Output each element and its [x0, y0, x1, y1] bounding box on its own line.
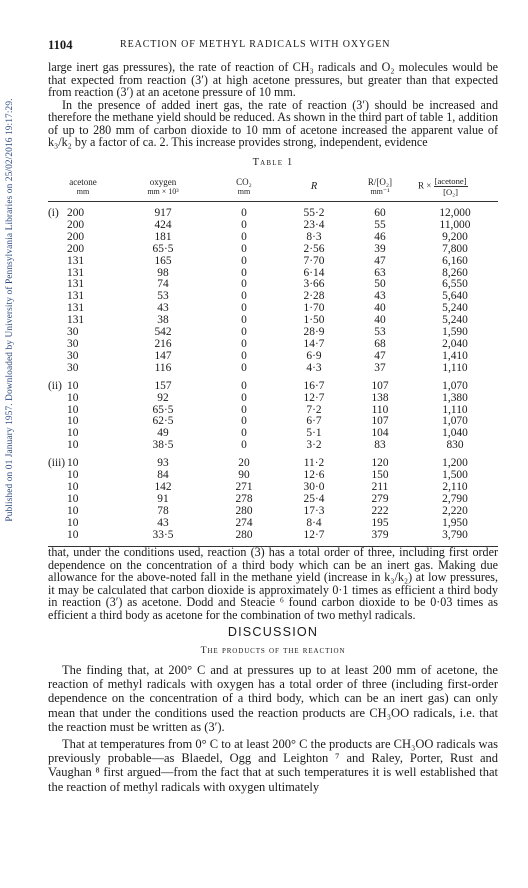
table-cell: 40: [374, 314, 386, 327]
table-cell: 131: [67, 278, 85, 291]
table-cell: 7,800: [442, 242, 468, 255]
table-cell: 9,200: [442, 230, 468, 243]
table-cell: 0: [241, 361, 247, 374]
page-number: 1104: [48, 38, 73, 52]
table-cell: 46: [374, 230, 386, 243]
table-cell: 25·4: [303, 492, 325, 505]
table-cell: 38·5: [152, 439, 174, 452]
table-cell: 200: [67, 230, 85, 243]
table-cell: 110: [371, 403, 389, 416]
group-label: (i): [48, 207, 59, 219]
table-cell: 116: [154, 361, 172, 374]
table-cell: 78: [157, 504, 169, 517]
table-cell: 830: [446, 439, 464, 452]
table-body: [48, 202, 498, 547]
col-header-co2: CO₂ mm: [208, 176, 280, 202]
table-row: [48, 375, 498, 393]
table-cell: 10: [67, 427, 79, 440]
table-cell: 10: [67, 516, 79, 529]
table-cell: 280: [208, 530, 280, 547]
table-cell: 83: [374, 439, 386, 452]
table-cell: 55: [374, 218, 386, 231]
table-cell: 2,110: [442, 480, 468, 493]
table-row: [48, 351, 498, 363]
table-cell: 0: [241, 314, 247, 327]
table-cell: 0: [241, 218, 247, 231]
table-cell: 62·5: [152, 415, 174, 428]
col-header-oxygen: oxygen mm × 10³: [118, 176, 208, 202]
table-cell: 6·9: [306, 349, 322, 362]
table-cell: (iii) 10: [48, 457, 79, 470]
table-cell: 274: [235, 516, 253, 529]
table-cell: 53: [157, 290, 169, 303]
table-row: [48, 244, 498, 256]
group-label: (ii): [48, 379, 62, 392]
table-cell: 278: [235, 492, 253, 505]
table-cell: 23·4: [303, 218, 325, 231]
table-cell: 10: [67, 415, 79, 428]
download-watermark: [3, 10, 17, 610]
table-cell: 10: [67, 403, 79, 416]
table-cell: 147: [154, 349, 172, 362]
col-header-acetone: acetone mm: [48, 176, 118, 202]
table-cell: 14·7: [303, 337, 325, 350]
table-cell: 84: [157, 469, 169, 482]
table-cell: 379: [348, 530, 412, 547]
table-cell: 30: [67, 361, 79, 374]
table-row: [48, 268, 498, 280]
table-cell: 542: [154, 326, 172, 339]
table-cell: 5,240: [442, 302, 468, 315]
table-cell: 195: [371, 516, 389, 529]
table-row: [48, 279, 498, 291]
table-cell: 5·1: [306, 427, 322, 440]
table-cell: 20: [238, 457, 250, 470]
table-cell: 1,590: [442, 326, 468, 339]
table-cell: 0: [241, 391, 247, 404]
table-cell: 0: [241, 415, 247, 428]
table-cell: 17·3: [303, 504, 325, 517]
table-title: Table 1: [252, 157, 294, 168]
table-cell: 0: [241, 439, 247, 452]
table-cell: 37: [374, 361, 386, 374]
table-cell: 165: [154, 254, 172, 267]
table-row: [48, 482, 498, 494]
table-row: [48, 256, 498, 268]
table-cell: 0: [241, 302, 247, 315]
table-cell: 6,550: [442, 278, 468, 291]
section-heading: DISCUSSION: [227, 625, 319, 639]
table-row: [48, 470, 498, 482]
table-cell: 10: [67, 391, 79, 404]
table-cell: 43: [157, 302, 169, 315]
table-cell: 10: [67, 492, 79, 505]
table-cell: 222: [371, 504, 389, 517]
table-cell: 107: [371, 379, 389, 392]
table-cell: (ii) 10: [48, 379, 79, 392]
table-cell: 60: [374, 207, 386, 219]
table-cell: 279: [371, 492, 389, 505]
table-cell: 10: [67, 439, 79, 452]
table-cell: 90: [238, 469, 250, 482]
table-cell: 74: [157, 278, 169, 291]
table-cell: 7·2: [306, 403, 322, 416]
section-subheading: The products of the reaction: [200, 645, 346, 656]
table-cell: 55·2: [303, 207, 325, 219]
paragraph-inert-gas: In the presence of added inert gas, the rate of reaction (3′) should be increased and therefore the methane yield should be reduced. As shown in the third part of table 1, addition of up to 280 mm of carbon dioxide to 10 mm of acetone increased the apparent value of k₃/k₂ by a factor of ca. 2. This increase provides strong, independent, evidence: [48, 97, 498, 149]
table-cell: 1,070: [442, 379, 468, 392]
paragraph-continued: large inert gas pressures), the rate of reaction of CH₃ radicals and O₂ molecules would be that expected from reaction (3′) at high acetone pressures, but greater than that expected from reaction (3′) at an acetone pressure of 10 mm.: [48, 60, 498, 99]
table-cell: 917: [154, 207, 172, 219]
table-cell: 7·70: [303, 254, 325, 267]
running-title: REACTION OF METHYL RADICALS WITH OXYGEN: [120, 39, 391, 50]
table-cell: 1,500: [442, 469, 468, 482]
table-cell: 1·70: [303, 302, 325, 315]
table-cell: 8·3: [306, 230, 322, 243]
table-cell: 131: [67, 314, 85, 327]
table-cell: 3·2: [306, 439, 322, 452]
table-cell: 93: [157, 457, 169, 470]
discussion-text-1: [48, 663, 498, 734]
col-header-r: R: [280, 176, 348, 202]
table-cell: 4·3: [306, 361, 322, 374]
table-row: [48, 202, 498, 220]
table-row: [48, 303, 498, 315]
table-cell: 98: [157, 266, 169, 279]
table-cell: 0: [241, 242, 247, 255]
table-cell: 0: [241, 427, 247, 440]
table-cell: 43: [157, 516, 169, 529]
table-row: [48, 315, 498, 327]
table-cell: 3,790: [412, 530, 498, 547]
table-row: [48, 339, 498, 351]
table-cell: 28·9: [303, 326, 325, 339]
table-cell: 10: [48, 530, 118, 547]
table-cell: 40: [374, 302, 386, 315]
table-header-row: [48, 176, 498, 202]
table-cell: 131: [67, 290, 85, 303]
table-cell: 30: [67, 337, 79, 350]
table-cell: 216: [154, 337, 172, 350]
table-row: [48, 393, 498, 405]
table-cell: 63: [374, 266, 386, 279]
table-cell: 1,070: [442, 415, 468, 428]
table-cell: 1·50: [303, 314, 325, 327]
results-table: [48, 176, 498, 547]
table-cell: 157: [154, 379, 172, 392]
table-cell: 30: [67, 326, 79, 339]
table-cell: 0: [241, 337, 247, 350]
table-cell: 138: [371, 391, 389, 404]
table-cell: 120: [371, 457, 389, 470]
table-cell: 10: [67, 469, 79, 482]
table-cell: 424: [154, 218, 172, 231]
table-cell: 49: [157, 427, 169, 440]
table-row: [48, 416, 498, 428]
table-cell: 12,000: [439, 207, 471, 219]
table-cell: 1,950: [442, 516, 468, 529]
paragraph-products: The finding that, at 200° C and at pressures up to at least 200 mm of acetone, the reaction of methyl radicals with oxygen has a total order of three (including first-order dependence on the concentration of a third body, which can be an inert gas) can only mean that under the conditions used the reaction products are CH₃OO radicals, i.e. that the reaction must be written as (3′).: [48, 663, 498, 734]
table-cell: 181: [154, 230, 172, 243]
table-cell: 8·4: [306, 516, 322, 529]
table-cell: 12·7: [303, 391, 325, 404]
table-cell: 68: [374, 337, 386, 350]
table-cell: 107: [371, 415, 389, 428]
download-watermark-text: Published on 01 January 1957. Downloaded by University of Pennsylvania Libraries on 25/02/2016 19:17:29.: [5, 98, 15, 522]
table-cell: 12·7: [280, 530, 348, 547]
table-cell: 0: [241, 326, 247, 339]
table-cell: 131: [67, 266, 85, 279]
body-text-top: [48, 61, 498, 149]
running-header: [48, 38, 498, 52]
table-cell: 39: [374, 242, 386, 255]
table-cell: 0: [241, 207, 247, 219]
table-cell: 2·56: [303, 242, 325, 255]
table-cell: 1,040: [442, 427, 468, 440]
table-cell: 6·14: [303, 266, 325, 279]
table-cell: 200: [67, 218, 85, 231]
table-cell: 6,160: [442, 254, 468, 267]
table-cell: 33·5: [118, 530, 208, 547]
table-cell: 0: [241, 266, 247, 279]
table-cell: 3·66: [303, 278, 325, 291]
col-header-r-over-o2: R/[O₂] mm⁻¹: [348, 176, 412, 202]
table-row: [48, 327, 498, 339]
table-cell: 280: [235, 504, 253, 517]
table-cell: 16·7: [303, 379, 325, 392]
table-row: [48, 291, 498, 303]
table-cell: 0: [241, 349, 247, 362]
table-row: [48, 363, 498, 375]
discussion-text-2: [48, 737, 498, 794]
table-cell: 150: [371, 469, 389, 482]
table-cell: 1,110: [442, 403, 468, 416]
table-cell: 47: [374, 254, 386, 267]
table-cell: 2,040: [442, 337, 468, 350]
table-row: [48, 452, 498, 470]
table-row: [48, 518, 498, 530]
group-label: (iii): [48, 457, 66, 470]
table-row: [48, 220, 498, 232]
table-cell: 38: [157, 314, 169, 327]
table-row: [48, 506, 498, 518]
table-row: [48, 440, 498, 452]
table-cell: 30: [67, 349, 79, 362]
table-cell: 271: [235, 480, 253, 493]
table-cell: 0: [241, 254, 247, 267]
table-cell: 131: [67, 302, 85, 315]
table-cell: 1,380: [442, 391, 468, 404]
table-cell: 2,220: [442, 504, 468, 517]
table-cell: 30·0: [303, 480, 325, 493]
table-cell: (i) 200: [48, 207, 85, 219]
table-cell: 43: [374, 290, 386, 303]
table-cell: 53: [374, 326, 386, 339]
table-cell: 0: [241, 230, 247, 243]
table-cell: 211: [371, 480, 389, 493]
table-cell: 11·2: [303, 457, 325, 470]
table-cell: 47: [374, 349, 386, 362]
table-cell: 10: [67, 504, 79, 517]
table-cell: 1,200: [442, 457, 468, 470]
paragraph-temperatures: That at temperatures from 0° C to at least 200° C the products are CH₃OO radicals was previously probable—as Blaedel, Ogg and Leighton ⁷ and Raley, Porter, Rust and Vaughan ⁸ first argued—from the fact that at such temperatures it is well established that the reaction of methyl radicals with oxygen ultimately: [48, 737, 498, 794]
table-cell: 6·7: [306, 415, 322, 428]
col-header-r-times-ratio: R × $\frac{\text{[acetone]}}{\text{[O₂]}}$: [412, 176, 498, 202]
table-cell: 0: [241, 290, 247, 303]
table-row: [48, 405, 498, 417]
table-cell: 50: [374, 278, 386, 291]
table-row: [48, 232, 498, 244]
table-cell: 1,110: [442, 361, 468, 374]
table-cell: 65·5: [152, 403, 174, 416]
table-cell: 65·5: [152, 242, 174, 255]
table-cell: 10: [67, 480, 79, 493]
table-cell: 5,640: [442, 290, 468, 303]
table-row: [48, 494, 498, 506]
table-cell: 0: [241, 379, 247, 392]
table-cell: 11,000: [439, 218, 471, 231]
table-cell: 12·6: [303, 469, 325, 482]
paragraph-third-body: that, under the conditions used, reaction (3) has a total order of three, including first order dependence on the concentration of a third body which can be an inert gas. Making due allowance for the above-noted fall in the methane yield (increase in k₃/k₂) at low pressures, it may be calculated that carbon dioxide is approximately 0·1 times as efficient a third body in reaction (3′) as acetone. Dodd and Steacie ⁶ found carbon dioxide to be 0·03 times as efficient a third body as acetone for the combination of two methyl radicals.: [48, 545, 498, 622]
table-cell: 0: [241, 278, 247, 291]
table-cell: 8,260: [442, 266, 468, 279]
table-cell: 142: [154, 480, 172, 493]
table-cell: 5,240: [442, 314, 468, 327]
table-cell: 1,410: [442, 349, 468, 362]
table-cell: 200: [67, 242, 85, 255]
table-row: [48, 428, 498, 440]
table-cell: 0: [241, 403, 247, 416]
table-cell: 2·28: [303, 290, 325, 303]
table-cell: 2,790: [442, 492, 468, 505]
table-cell: 91: [157, 492, 169, 505]
table-cell: 92: [157, 391, 169, 404]
table-cell: 131: [67, 254, 85, 267]
body-text-after-table: [48, 546, 498, 621]
table-cell: 104: [371, 427, 389, 440]
